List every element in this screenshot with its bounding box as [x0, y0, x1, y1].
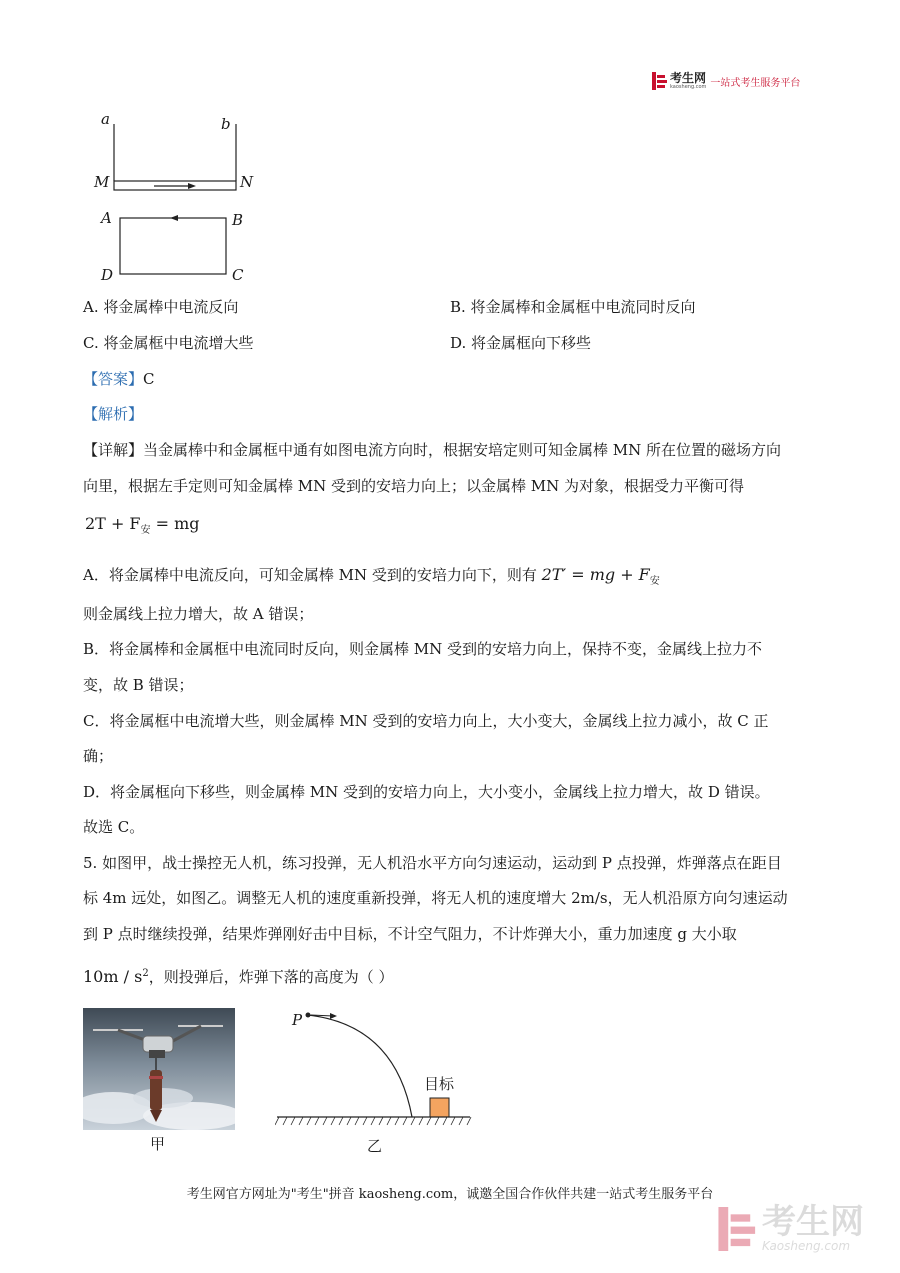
option-a: A. 将金属棒中电流反向: [83, 298, 239, 316]
watermark-sub: Kaosheng.com: [762, 1239, 851, 1253]
trajectory-diagram: [275, 1005, 475, 1133]
rod-current-arrow-icon: [188, 183, 196, 189]
q5-line-1: 5. 如图甲，战士操控无人机，练习投弹，无人机沿水平方向匀速运动，运动到 P 点投弹，炸弹落点在距目: [83, 854, 782, 872]
label-C: C: [232, 266, 244, 284]
label-a: a: [101, 110, 110, 128]
detail-option-a-line-2: 则金属线上拉力增大，故 A 错误；: [83, 605, 314, 623]
ground-hatching: [275, 1117, 471, 1125]
option-d: D. 将金属框向下移些: [450, 334, 592, 352]
label-b: b: [221, 115, 231, 133]
formula-option-a: 2T′ = mg + F: [541, 565, 650, 584]
q5-line-4: $10m / s^2$，则投弹后，炸弹下落的高度为（ ）: [83, 967, 394, 986]
answer-label: 【答案】: [83, 370, 144, 388]
parabolic-path: [308, 1015, 412, 1117]
answer: [83, 369, 155, 389]
detail-option-c-line-2: 确；: [83, 747, 114, 765]
option-c: C. 将金属框中电流增大些: [83, 334, 254, 352]
watermark: [718, 1202, 864, 1253]
brand-slogan: 一站式考生服务平台: [710, 77, 801, 89]
velocity-arrow-icon: [330, 1013, 337, 1019]
frame-current-arrow-icon: [170, 215, 178, 221]
page-footer: 考生网官方网址为"考生"拼音 kaosheng.com，诚邀全国合作伙伴共建一站式考生服务平台: [186, 1187, 714, 1202]
detail-line-2: 向里，根据左手定则可知金属棒 MN 受到的安培力向上；以金属棒 MN 为对象，根据受力平衡可得: [83, 477, 745, 495]
label-M: M: [94, 173, 110, 191]
option-b: B. 将金属棒和金属框中电流同时反向: [450, 298, 696, 316]
figure-yi-caption: 乙: [367, 1137, 383, 1155]
detail-option-d-line-1: D．将金属框向下移些，则金属棒 MN 受到的安培力向上，大小变小，金属线上拉力增大，故 D 错误。: [83, 783, 770, 801]
detail-line-1: 【详解】当金属棒中和金属框中通有如图电流方向时，根据安培定则可知金属棒 MN 所在位置的磁场方向: [83, 441, 782, 459]
detail-option-c-line-1: C．将金属框中电流增大些，则金属棒 MN 受到的安培力向上，大小变大，金属线上拉力减小，故 C 正: [83, 712, 769, 730]
brand-name: 考生网: [670, 71, 707, 85]
label-p: P: [292, 1011, 303, 1029]
figure-rod-frame: [88, 108, 268, 288]
detail-conclusion: 故选 C。: [83, 818, 145, 836]
target-box: [430, 1098, 449, 1117]
formula-equilibrium: $2T + F_安$ = mg: [85, 514, 200, 537]
watermark-text: 考生网: [762, 1202, 864, 1242]
label-B: B: [232, 211, 244, 229]
detail-option-a-line-1: A．将金属棒中电流反向，可知金属棒 MN 受到的安培力向下，则有 2T′ = mg + $F_安$: [83, 565, 660, 587]
brand-header: [652, 72, 800, 90]
q5-line-3: 到 P 点时继续投弹，结果炸弹刚好击中目标，不计空气阻力，不计炸弹大小，重力加速度 g 大小取: [83, 925, 737, 943]
label-N: N: [240, 173, 254, 191]
detail-option-b-line-1: B．将金属棒和金属框中电流同时反向，则金属棒 MN 受到的安培力向上，保持不变，金属线上拉力不: [83, 640, 763, 658]
figure-jia-caption: 甲: [150, 1135, 166, 1153]
q5-line-2: 标 4m 远处，如图乙。调整无人机的速度重新投弹，将无人机的速度增大 2m/s，无人机沿原方向匀速运动: [83, 889, 788, 907]
analysis-label: 【解析】: [83, 405, 144, 423]
drone-photo: [83, 1008, 235, 1130]
detail-option-b-line-2: 变，故 B 错误；: [83, 676, 194, 694]
label-target: 目标: [424, 1075, 455, 1093]
answer-value: C: [143, 370, 155, 388]
metal-frame-abcd: [120, 218, 226, 274]
brand-logo-icon: [652, 72, 668, 90]
brand-site: kaosheng.com: [670, 84, 707, 90]
label-D: D: [101, 266, 114, 284]
label-A: A: [101, 209, 112, 227]
watermark-logo-icon: [718, 1207, 758, 1251]
